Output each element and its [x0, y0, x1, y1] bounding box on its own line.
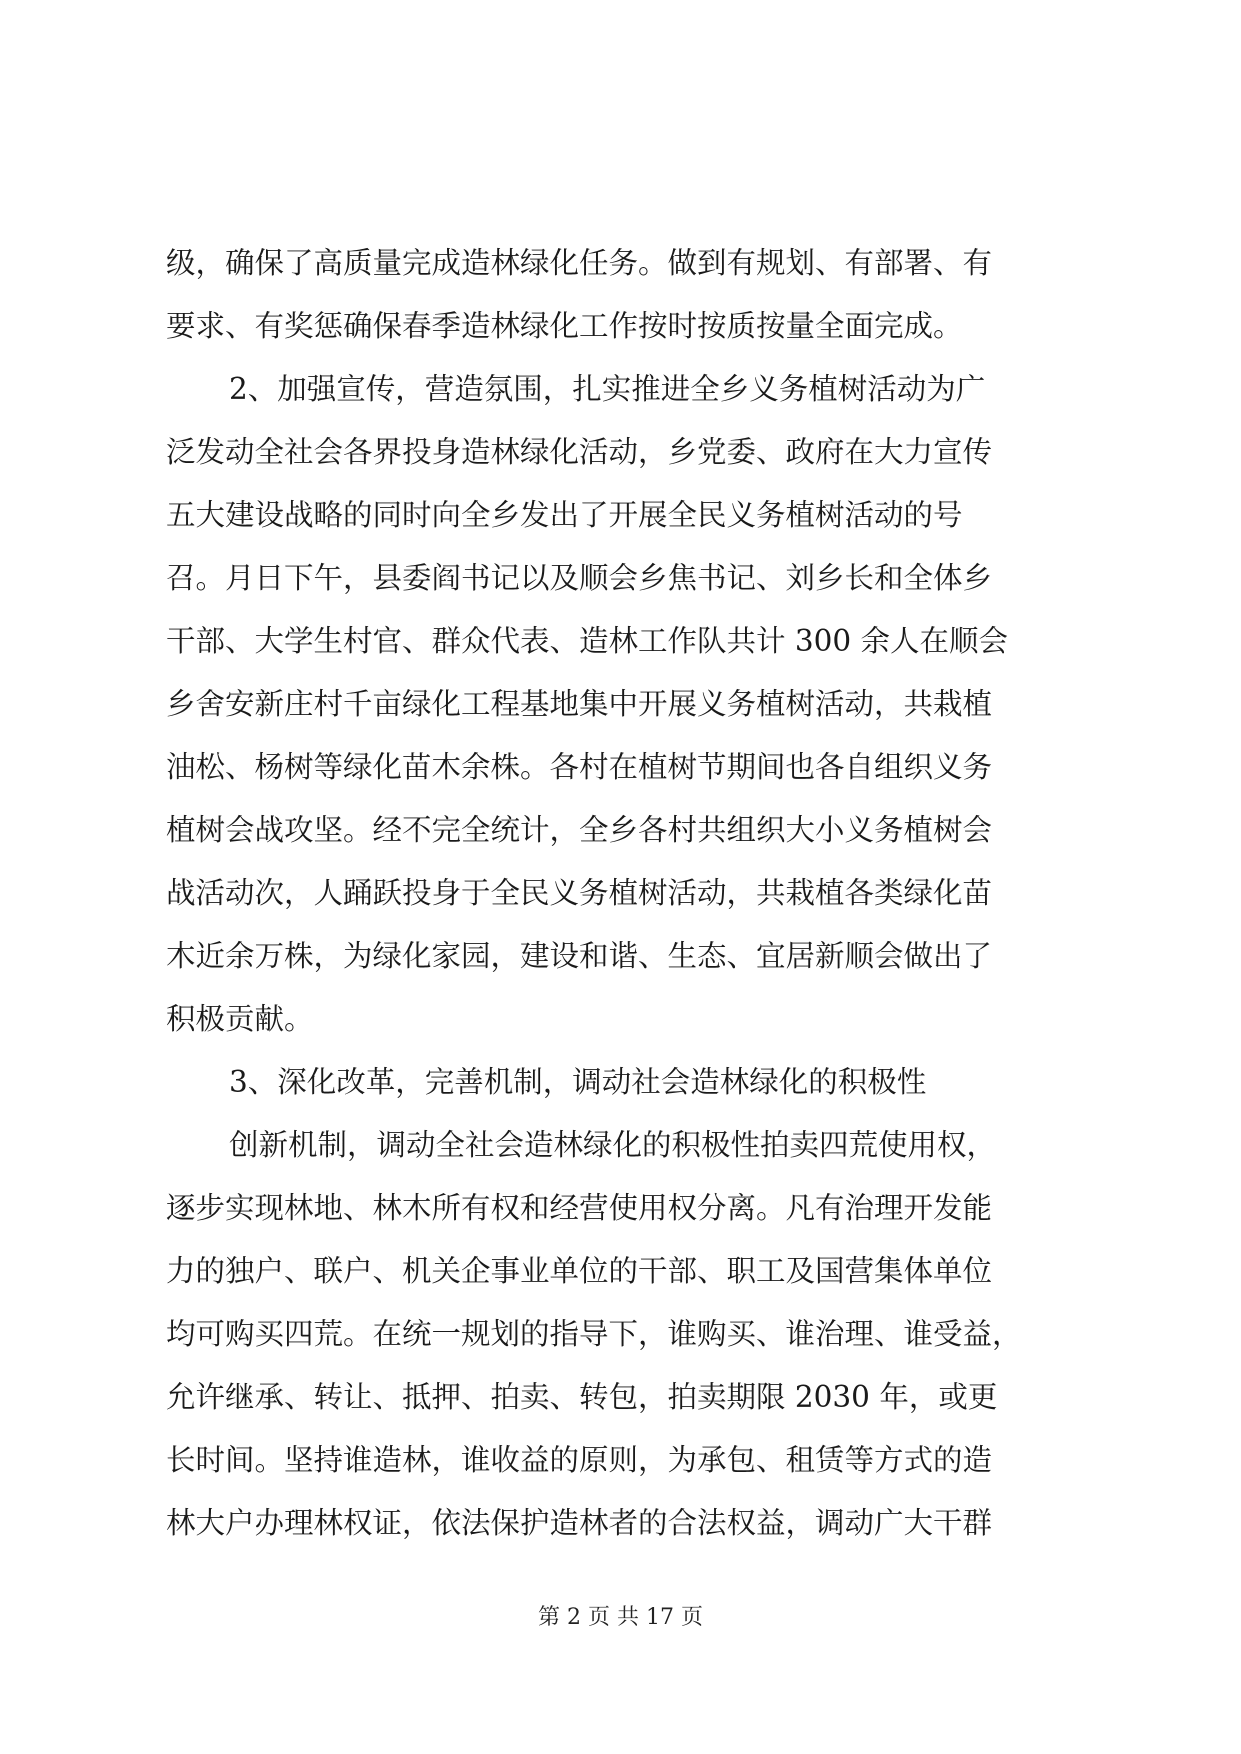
text-line: 乡舍安新庄村千亩绿化工程基地集中开展义务植树活动，共栽植	[166, 687, 993, 721]
text-line: 林大户办理林权证，依法保护造林者的合法权益，调动广大干群	[166, 1506, 993, 1540]
text-line: 召。月日下午，县委阎书记以及顺会乡焦书记、刘乡长和全体乡	[166, 561, 993, 595]
text-line: 干部、大学生村官、群众代表、造林工作队共计 300 余人在顺会	[166, 624, 1009, 658]
text-line: 油松、杨树等绿化苗木余株。各村在植树节期间也各自组织义务	[166, 750, 993, 784]
text-line: 长时间。坚持谁造林，谁收益的原则，为承包、租赁等方式的造	[166, 1443, 993, 1477]
document-body	[166, 232, 1086, 1555]
text-line: 积极贡献。	[166, 1002, 314, 1036]
text-line: 战活动次，人踊跃投身于全民义务植树活动，共栽植各类绿化苗	[166, 876, 993, 910]
text-line: 力的独户、联户、机关企事业单位的干部、职工及国营集体单位	[166, 1254, 993, 1288]
text-line: 五大建设战略的同时向全乡发出了开展全民义务植树活动的号	[166, 498, 963, 532]
text-line: 逐步实现林地、林木所有权和经营使用权分离。凡有治理开发能	[166, 1191, 993, 1225]
text-line: 植树会战攻坚。经不完全统计，全乡各村共组织大小义务植树会	[166, 813, 993, 847]
text-line: 允许继承、转让、抵押、拍卖、转包，拍卖期限 2030 年，或更	[166, 1380, 998, 1414]
page-footer: 第 2 页 共 17 页	[538, 1605, 703, 1630]
text-line: 木近余万株，为绿化家园，建设和谐、生态、宜居新顺会做出了	[166, 939, 993, 973]
text-line: 均可购买四荒。在统一规划的指导下，谁购买、谁治理、谁受益，	[166, 1317, 1022, 1351]
text-line: 要求、有奖惩确保春季造林绿化工作按时按质按量全面完成。	[166, 309, 963, 343]
text-line: 创新机制，调动全社会造林绿化的积极性拍卖四荒使用权，	[229, 1128, 997, 1162]
text-line: 级，确保了高质量完成造林绿化任务。做到有规划、有部署、有	[166, 246, 993, 280]
text-line: 泛发动全社会各界投身造林绿化活动，乡党委、政府在大力宣传	[166, 435, 993, 469]
text-line: 2、加强宣传，营造氛围，扎实推进全乡义务植树活动为广	[229, 372, 986, 406]
text-line: 3、深化改革，完善机制，调动社会造林绿化的积极性	[229, 1065, 927, 1099]
